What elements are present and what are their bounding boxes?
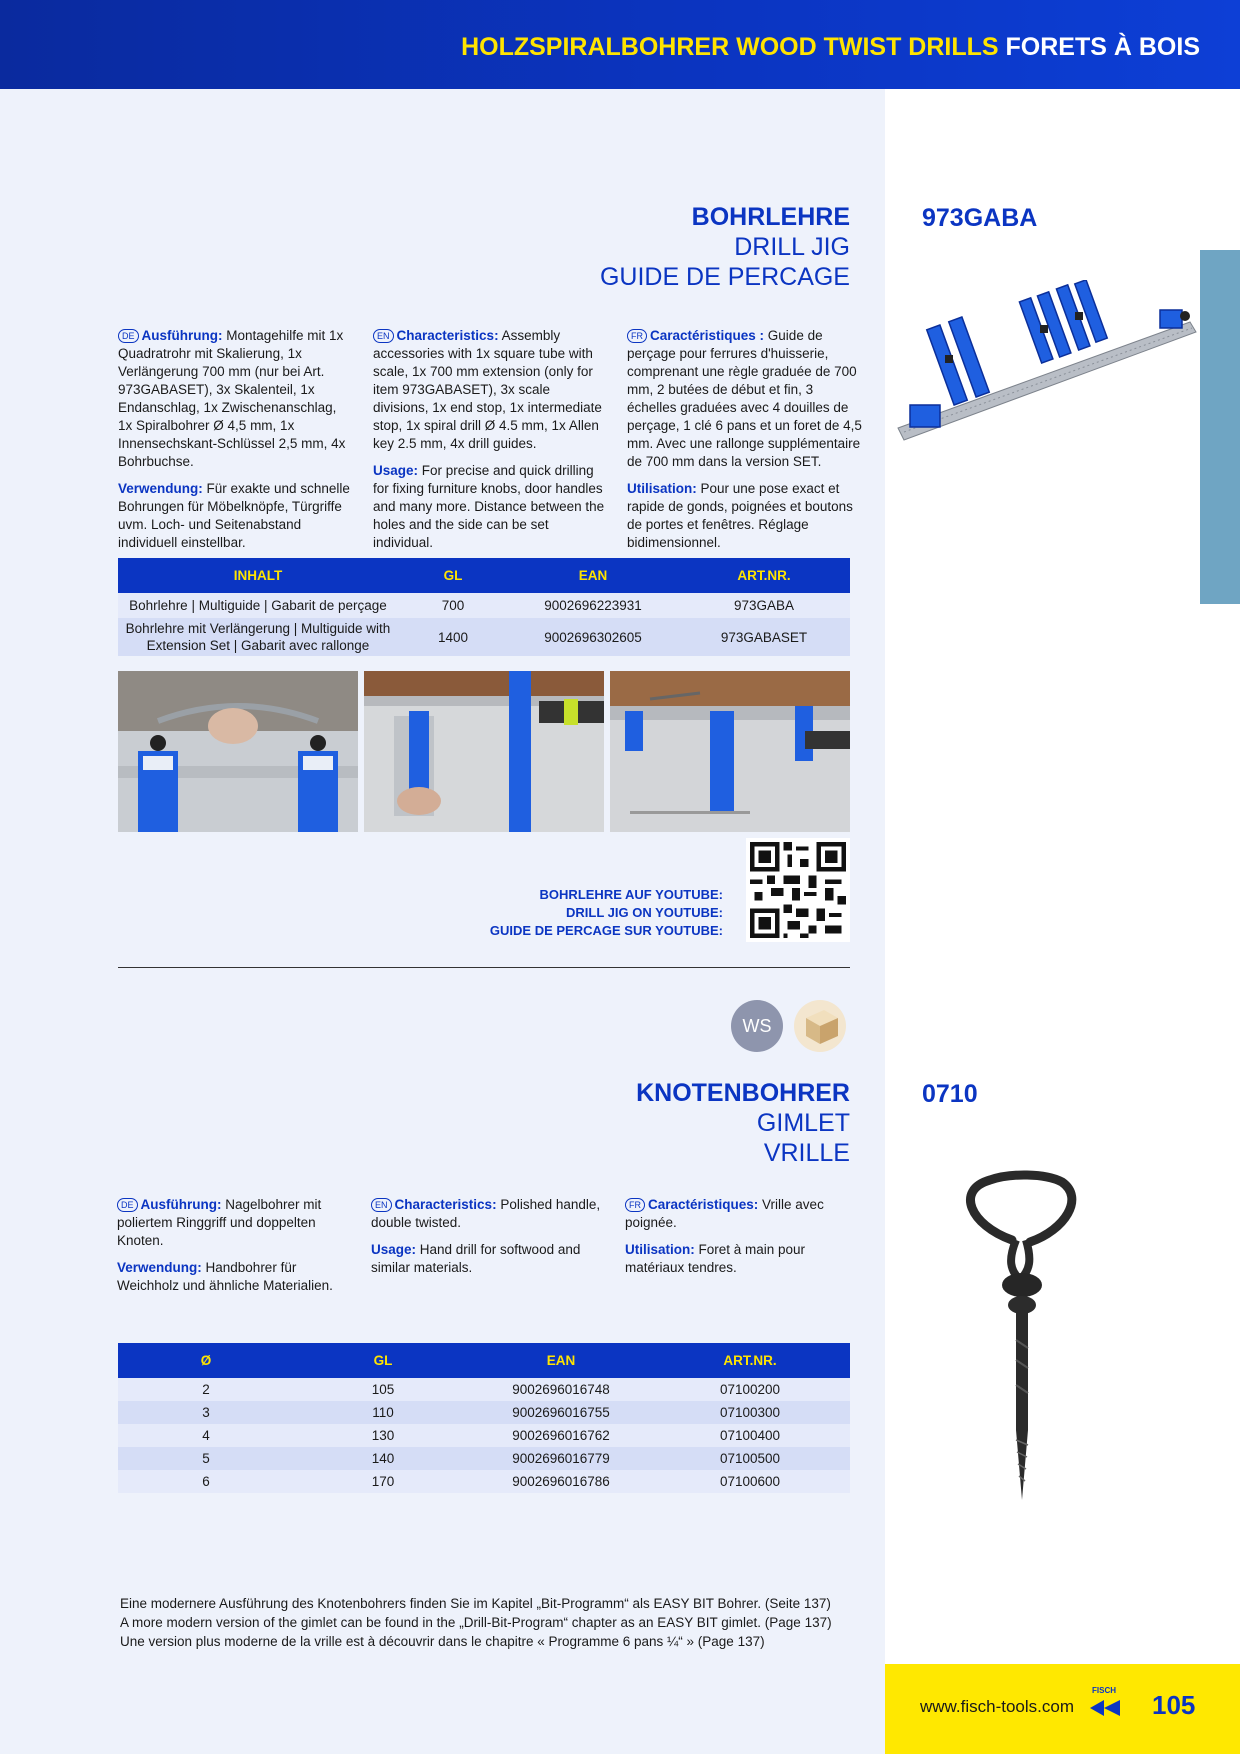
usage-photo-1 <box>118 671 358 832</box>
cell-artnr: 07100600 <box>650 1470 850 1493</box>
label-verwendung: Verwendung: <box>118 481 203 496</box>
table-row <box>118 593 850 618</box>
table-header-row <box>118 1343 850 1378</box>
text-usage: Hand drill for softwood and similar materials. <box>371 1242 581 1275</box>
col-header-ean: EAN <box>472 1343 650 1378</box>
usage-photo-2 <box>364 671 604 832</box>
header-titles <box>461 33 1200 62</box>
text-utilisation: Pour une pose exact et rapide de gonds, poignées et boutons de portes et fenêtres. Réglage bidimensionnel. <box>627 481 853 550</box>
product2-article-number: 0710 <box>922 1080 978 1108</box>
header-title-en: WOOD TWIST DRILLS <box>736 33 999 61</box>
label-characteristics: Characteristics: <box>396 328 499 343</box>
table-row <box>118 1401 850 1424</box>
product1-title <box>600 202 850 292</box>
product1-title-en: DRILL JIG <box>734 233 850 261</box>
label-utilisation: Utilisation: <box>627 481 697 496</box>
text-ausfuehrung: Montagehilfe mit 1x Quadratrohr mit Skalierung, 1x Verlängerung 700 mm (nur bei Art. 973GABASET), 3x Skalenteil, 1x Endanschlag, 1x Zwischenanschlag, 1x Spiralbohrer Ø 4,5 mm, 1x Innensechskant-Schlüssel 2,5 mm, 4x Bohrbuchse. <box>118 328 346 469</box>
cell-gl: 105 <box>294 1378 472 1401</box>
drill-jig-image <box>890 280 1200 450</box>
text-utilisation: Foret à main pour matériaux tendres. <box>625 1242 806 1275</box>
brand-name: FISCH <box>1092 1686 1116 1695</box>
text-caracteristiques: Vrille avec poignée. <box>625 1197 824 1230</box>
cell-artnr: 07100400 <box>650 1424 850 1447</box>
product1-description-de <box>118 327 354 561</box>
website-link[interactable]: www.fisch-tools.com <box>920 1697 1074 1716</box>
col-header-artnr: ART.NR. <box>650 1343 850 1378</box>
page-number: 105 <box>1152 1690 1196 1720</box>
lang-en-badge: EN <box>373 329 394 343</box>
lang-fr-badge: FR <box>625 1198 645 1212</box>
table-row <box>118 1447 850 1470</box>
footnote-en: A more modern version of the gimlet can be found in the „Drill-Bit-Program“ chapter as an EASY BIT gimlet. (Page 137) <box>120 1615 832 1630</box>
cell-ean: 9002696016748 <box>472 1378 650 1401</box>
cell-inhalt: Bohrlehre mit Verlängerung | Multiguide with Extension Set | Gabarit avec rallonge <box>118 618 398 656</box>
label-caracteristiques: Caractéristiques: <box>648 1197 759 1212</box>
lang-fr-badge: FR <box>627 329 647 343</box>
cell-artnr: 07100500 <box>650 1447 850 1470</box>
cell-gl: 130 <box>294 1424 472 1447</box>
cell-ean: 9002696302605 <box>508 618 678 656</box>
cell-gl: 140 <box>294 1447 472 1470</box>
product2-description-en <box>371 1196 607 1286</box>
label-ausfuehrung: Ausführung: <box>141 328 223 343</box>
text-verwendung: Für exakte und schnelle Bohrungen für Möbelknöpfe, Türgriffe uvm. Loch- und Seitenabstand individuell einstellbar. <box>118 481 350 550</box>
gimlet-image <box>950 1170 1090 1505</box>
cell-diameter: 4 <box>118 1424 294 1447</box>
footnote-fr: Une version plus moderne de la vrille est à découvrir dans le chapitre « Programme 6 pans ¼“ » (Page 137) <box>120 1634 765 1649</box>
cell-ean: 9002696223931 <box>508 593 678 618</box>
product1-description-en <box>373 327 609 561</box>
label-characteristics: Characteristics: <box>394 1197 497 1212</box>
col-header-gl: GL <box>294 1343 472 1378</box>
lang-en-badge: EN <box>371 1198 392 1212</box>
text-characteristics: Assembly accessories with 1x square tube with scale, 1x 700 mm extension (only for item 973GABASET), 3x scale divisions, 1x end stop, 1x intermediate stop, 1x spiral drill Ø 4.5 mm, 1x Allen key 2.5 mm, 4x drill guides. <box>373 328 602 451</box>
cell-gl: 700 <box>398 593 508 618</box>
col-header-ean: EAN <box>508 558 678 593</box>
section-divider <box>118 967 850 968</box>
cell-artnr: 973GABA <box>678 593 850 618</box>
wood-material-icon <box>794 1000 846 1052</box>
table-row <box>118 1378 850 1401</box>
header-title-fr: FORETS À BOIS <box>1005 33 1200 61</box>
table-row <box>118 1470 850 1493</box>
youtube-qr-code[interactable] <box>746 838 850 942</box>
product1-spec-table <box>118 558 850 656</box>
label-verwendung: Verwendung: <box>117 1260 202 1275</box>
label-usage: Usage: <box>371 1242 417 1257</box>
product2-title-fr: VRILLE <box>763 1139 850 1167</box>
cell-gl: 170 <box>294 1470 472 1493</box>
product2-description-fr <box>625 1196 861 1286</box>
fisch-logo-icon <box>1090 1688 1126 1720</box>
product1-article-number: 973GABA <box>922 204 1038 232</box>
product2-spec-table <box>118 1343 850 1493</box>
cell-ean: 9002696016755 <box>472 1401 650 1424</box>
lang-de-badge: DE <box>117 1198 138 1212</box>
cell-artnr: 973GABASET <box>678 618 850 656</box>
col-header-artnr: ART.NR. <box>678 558 850 593</box>
cell-gl: 110 <box>294 1401 472 1424</box>
lang-de-badge: DE <box>118 329 139 343</box>
usage-photo-3 <box>610 671 850 832</box>
cell-inhalt: Bohrlehre | Multiguide | Gabarit de perçage <box>118 593 398 618</box>
footnote-de: Eine modernere Ausführung des Knotenbohrers finden Sie im Kapitel „Bit-Programm“ als EASY BIT Bohrer. (Seite 137) <box>120 1596 831 1611</box>
youtube-line-fr: GUIDE DE PERCAGE SUR YOUTUBE: <box>489 923 723 938</box>
product2-title <box>636 1078 850 1168</box>
text-usage: For precise and quick drilling for fixing furniture knobs, door handles and many more. Distance between the holes and the side can be set individual. <box>373 463 605 550</box>
cell-artnr: 07100300 <box>650 1401 850 1424</box>
softwood-badge: WS <box>731 1000 783 1052</box>
text-characteristics: Polished handle, double twisted. <box>371 1197 601 1230</box>
label-utilisation: Utilisation: <box>625 1242 695 1257</box>
cell-diameter: 3 <box>118 1401 294 1424</box>
col-header-inhalt: INHALT <box>118 558 398 593</box>
cell-gl: 1400 <box>398 618 508 656</box>
product1-title-fr: GUIDE DE PERCAGE <box>599 263 850 291</box>
youtube-link-text[interactable] <box>490 886 723 940</box>
youtube-line-de: BOHRLEHRE AUF YOUTUBE: <box>539 887 723 902</box>
cell-diameter: 5 <box>118 1447 294 1470</box>
product1-description-fr <box>627 327 863 561</box>
text-ausfuehrung: Nagelbohrer mit poliertem Ringgriff und doppelten Knoten. <box>117 1197 322 1248</box>
chapter-side-tab[interactable] <box>1200 250 1240 604</box>
cell-artnr: 07100200 <box>650 1378 850 1401</box>
table-row <box>118 618 850 656</box>
product2-title-en: GIMLET <box>756 1109 850 1137</box>
cell-ean: 9002696016762 <box>472 1424 650 1447</box>
product1-title-de: BOHRLEHRE <box>691 203 850 231</box>
cell-diameter: 2 <box>118 1378 294 1401</box>
table-header-row <box>118 558 850 593</box>
cell-diameter: 6 <box>118 1470 294 1493</box>
youtube-line-en: DRILL JIG ON YOUTUBE: <box>566 905 723 920</box>
product2-title-de: KNOTENBOHRER <box>636 1079 850 1107</box>
label-ausfuehrung: Ausführung: <box>140 1197 222 1212</box>
text-verwendung: Handbohrer für Weichholz und ähnliche Materialien. <box>117 1260 333 1293</box>
cell-ean: 9002696016786 <box>472 1470 650 1493</box>
page-header <box>0 0 1240 89</box>
label-caracteristiques: Caractéristiques : <box>650 328 765 343</box>
footnote <box>120 1594 832 1651</box>
cell-ean: 9002696016779 <box>472 1447 650 1470</box>
product2-description-de <box>117 1196 353 1304</box>
header-title-de: HOLZSPIRALBOHRER <box>461 33 730 61</box>
col-header-diameter: Ø <box>118 1343 294 1378</box>
col-header-gl: GL <box>398 558 508 593</box>
text-caracteristiques: Guide de perçage pour ferrures d'huisserie, comprenant une règle graduée de 700 mm, 2 butées de début et fin, 3 échelles graduées avec 4 douilles de perçage, 1 clé 6 pans et un foret de 4,5 mm. Avec une rallonge supplémentaire de 700 mm dans la version SET. <box>627 328 862 469</box>
table-row <box>118 1424 850 1447</box>
label-usage: Usage: <box>373 463 419 478</box>
